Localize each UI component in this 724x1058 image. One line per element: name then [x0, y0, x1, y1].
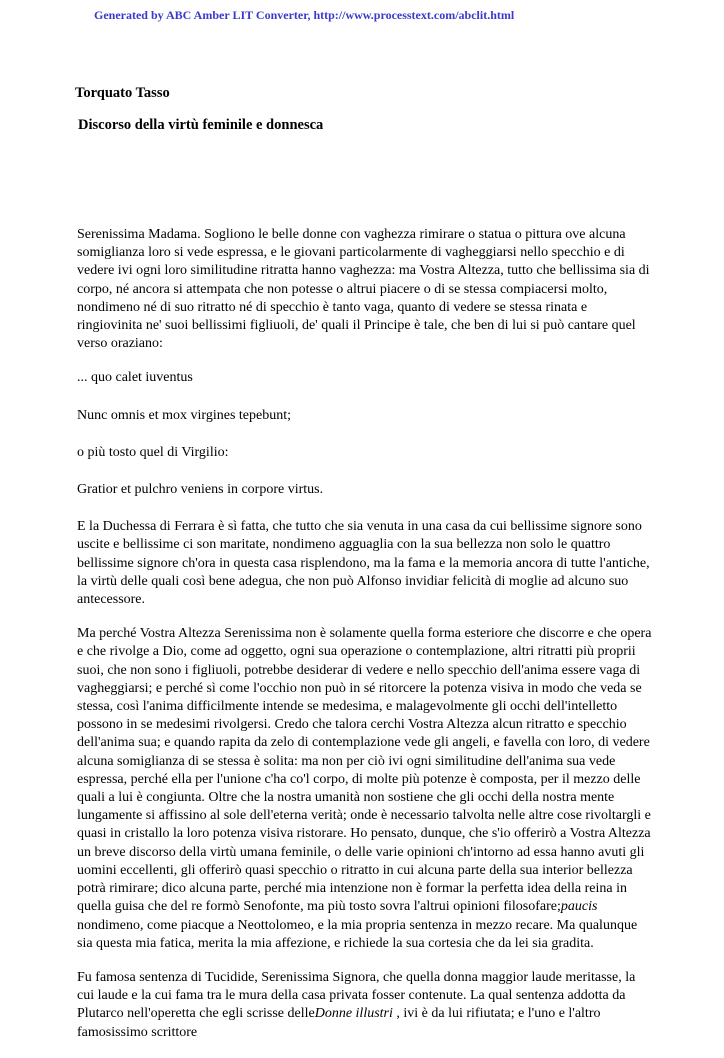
paragraph-4-italic: Donne illustri	[314, 1006, 393, 1022]
document-body	[75, 226, 653, 1042]
document-content	[75, 85, 653, 1058]
paragraph-3-text-b: nondimeno, come piacque a Neottolomeo, e la mia propria sentenza in mezzo recare. Ma qualunque sia questa mia fatica, merita la mia affezione, e richiede la sua cortesia che da lei sia gradita.	[77, 917, 638, 951]
author-name: Torquato Tasso	[75, 85, 170, 101]
paragraph-4	[75, 969, 653, 1042]
quote-line-1: ... quo calet iuventus	[77, 370, 193, 386]
paragraph-1: Serenissima Madama. Sogliono le belle donne con vaghezza rimirare o statua o pittura ove alcuna somiglianza loro si vede espressa, e le giovani particolarmente di vagheggiarsi nello specchio e di vedere ivi ogni loro similitudine ritratta hanno vaghezza: ma Vostra Altezza, tutto che bellissima sia di corpo, né ancora si attempata che non potesse o altrui piacere o di se stessa compiacersi molto, nondimeno né di suo ritratto né di specchio è tanto vaga, quanto di vedere se stessa rinata e ringiovinita ne' suoi bellissimi figliuoli, de' quali il Principe è tale, che ben di lui si può cantare quel verso oraziano:	[77, 227, 650, 352]
quote-line-3: Gratior et pulchro veniens in corpore virtus.	[77, 482, 324, 498]
paragraph-3	[75, 625, 653, 953]
document-title: Discorso della virtù feminile e donnesca	[78, 117, 324, 133]
paragraph-3-italic: paucis	[560, 899, 598, 915]
paragraph-2: E la Duchessa di Ferrara è sì fatta, che tutto che sia venuta in una casa da cui bellissime signore sono uscite e bellissime ci son maritate, nondimeno agguaglia con la sua bellezza non solo le quattro bellissime signore ch'ora in questa casa risplendono, ma la fama e la memoria ancora di tutte l'antiche, la virtù delle quali così bene adegua, che non può Alfonso invidiar felicità di moglie ad alcuno suo antecessore.	[77, 519, 650, 608]
paragraph-4-text-b: , ivi è da lui rifiutata; e l'uno e l'altro famosissimo scrittore	[77, 1006, 601, 1040]
quote-line-2: Nunc omnis et mox virgines tepebunt;	[77, 407, 291, 423]
paragraph-4-text-a: Fu famosa sentenza di Tucidide, Serenissima Signora, che quella donna maggior laude meritasse, la cui laude e la cui fama tra le mura della casa privata fosser contenute. La qual sentenza addotta da Plutarco nell'operetta che egli scrisse delle	[77, 969, 636, 1022]
quote-intro: o più tosto quel di Virgilio:	[77, 444, 229, 460]
paragraph-3-text-a: Ma perché Vostra Altezza Serenissima non è solamente quella forma esteriore che discorre e che opera e che rivolge a Dio, come ad oggetto, ogni sua operazione o contemplazione, altri ritratti più proprii suoi, che non sono i figliuoli, potrebbe desiderar di vedere e nello specchio dell'anima essere vaga di vagheggiarsi; e perché sì come l'occhio non può in sé ritorcere la potenza visiva in modo che veda se stessa, così l'anima difficilmente intende se medesima, e malagevolmente gli occhi dell'intelletto possono in se medesimi rivolgersi. Credo che talora cerchi Vostra Altezza alcun ritratto e specchio dell'anima sua; e quando rapita da zelo di contemplazione vede gli angeli, e favella con loro, di vedere alcuna somiglianza di se stessa è solita: ma non per ciò ivi ogni similitudine dell'anima sua vede espressa, perché ella per l'unione c'ha co'l corpo, di molte più potenze è composta, per il mezzo delle quali a lui è congiunta. Oltre che la nostra umanità non sostiene che gli occhi della nostra mente lungamente si affissino al sole dell'eterna verità; onde è necessario talvolta nelle altre cose rivoltargli e quasi in cristallo la loro potenza visiva ristorare. Ho pensato, dunque, che s'io offerirò a Vostra Altezza un breve discorso della virtù umana feminile, o delle varie opinioni ch'intorno ad essa hanno avuti gli uomini eccellenti, gli offerirò quasi specchio o ritratto in cui alcuna parte della sua interior bellezza potrà rimirare; dico alcuna parte, perché mia intenzione non è formar la perfetta idea della reina in quella guisa che del re formò Senofonte, ma più tosto sovra l'altrui opinioni filosofare;	[77, 626, 652, 915]
generator-banner: Generated by ABC Amber LIT Converter, http://www.processtext.com/abclit.html	[94, 8, 515, 22]
